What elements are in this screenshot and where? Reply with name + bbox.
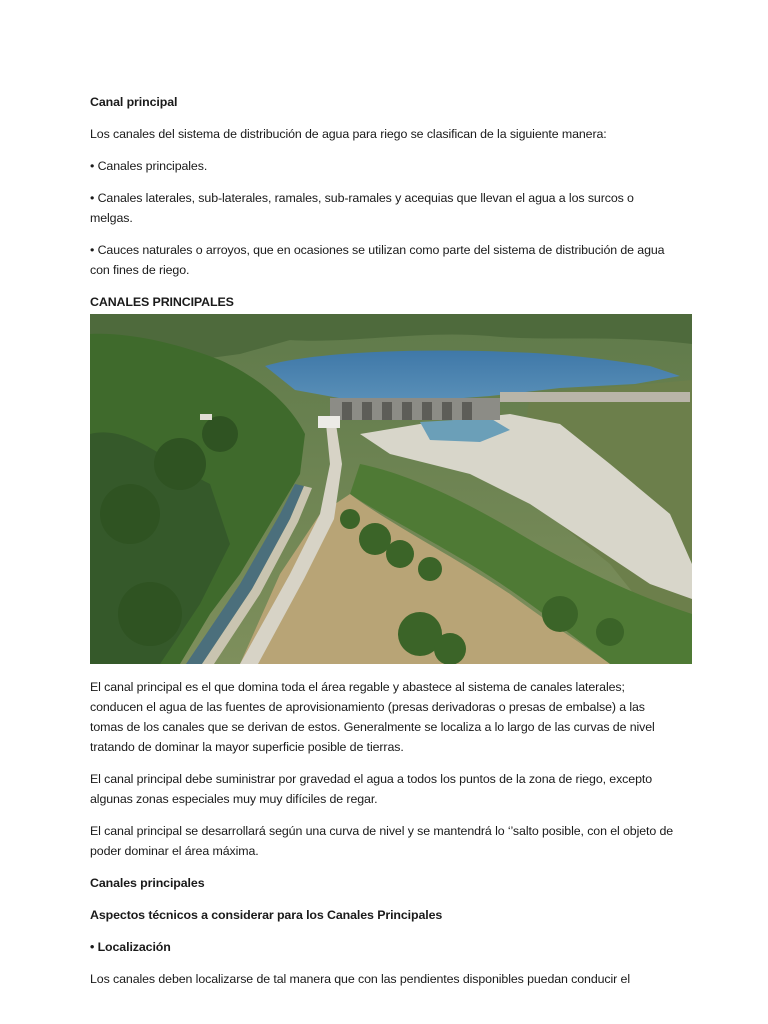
paragraph-canal-principal-gravedad: El canal principal debe suministrar por gravedad el agua a todos los puntos de la zona de riego, excepto algunas zonas especiales muy muy difíciles de regar. [90, 772, 652, 806]
heading-aspectos-tecnicos: Aspectos técnicos a considerar para los Canales Principales [90, 908, 443, 922]
heading-canal-principal: Canal principal [90, 95, 178, 109]
dam-aerial-photo [90, 314, 692, 664]
intro-paragraph: Los canales del sistema de distribución de agua para riego se clasifican de la siguiente manera: [90, 127, 607, 141]
paragraph-canal-principal-curva-nivel: El canal principal se desarrollará según una curva de nivel y se mantendrá lo ‘’salto posible, con el objeto de poder dominar el área máxima. [90, 824, 674, 858]
heading-localizacion: • Localización [90, 940, 171, 954]
document-page [90, 92, 692, 989]
heading-canales-principales-caps: CANALES PRINCIPALES [90, 295, 234, 309]
bullet-canales-laterales: • Canales laterales, sub-laterales, ramales, sub-ramales y acequias que llevan el agua a los surcos o melgas. [90, 191, 634, 225]
paragraph-canal-principal-definicion: El canal principal es el que domina toda el área regable y abastece al sistema de canales laterales; conducen el agua de las fuentes de aprovisionamiento (presas derivadoras o presas de embalse) a las tomas de los canales que se derivan de estos. Generalmente se localiza a lo largo de las curvas de nivel tratando de dominar la mayor superficie posible de tierras. [90, 680, 655, 754]
paragraph-localizacion: Los canales deben localizarse de tal manera que con las pendientes disponibles puedan conducir el [90, 972, 630, 986]
bullet-cauces-naturales: • Cauces naturales o arroyos, que en ocasiones se utilizan como parte del sistema de distribución de agua con fines de riego. [90, 243, 665, 277]
heading-canales-principales: Canales principales [90, 876, 205, 890]
bullet-canales-principales: • Canales principales. [90, 159, 208, 173]
